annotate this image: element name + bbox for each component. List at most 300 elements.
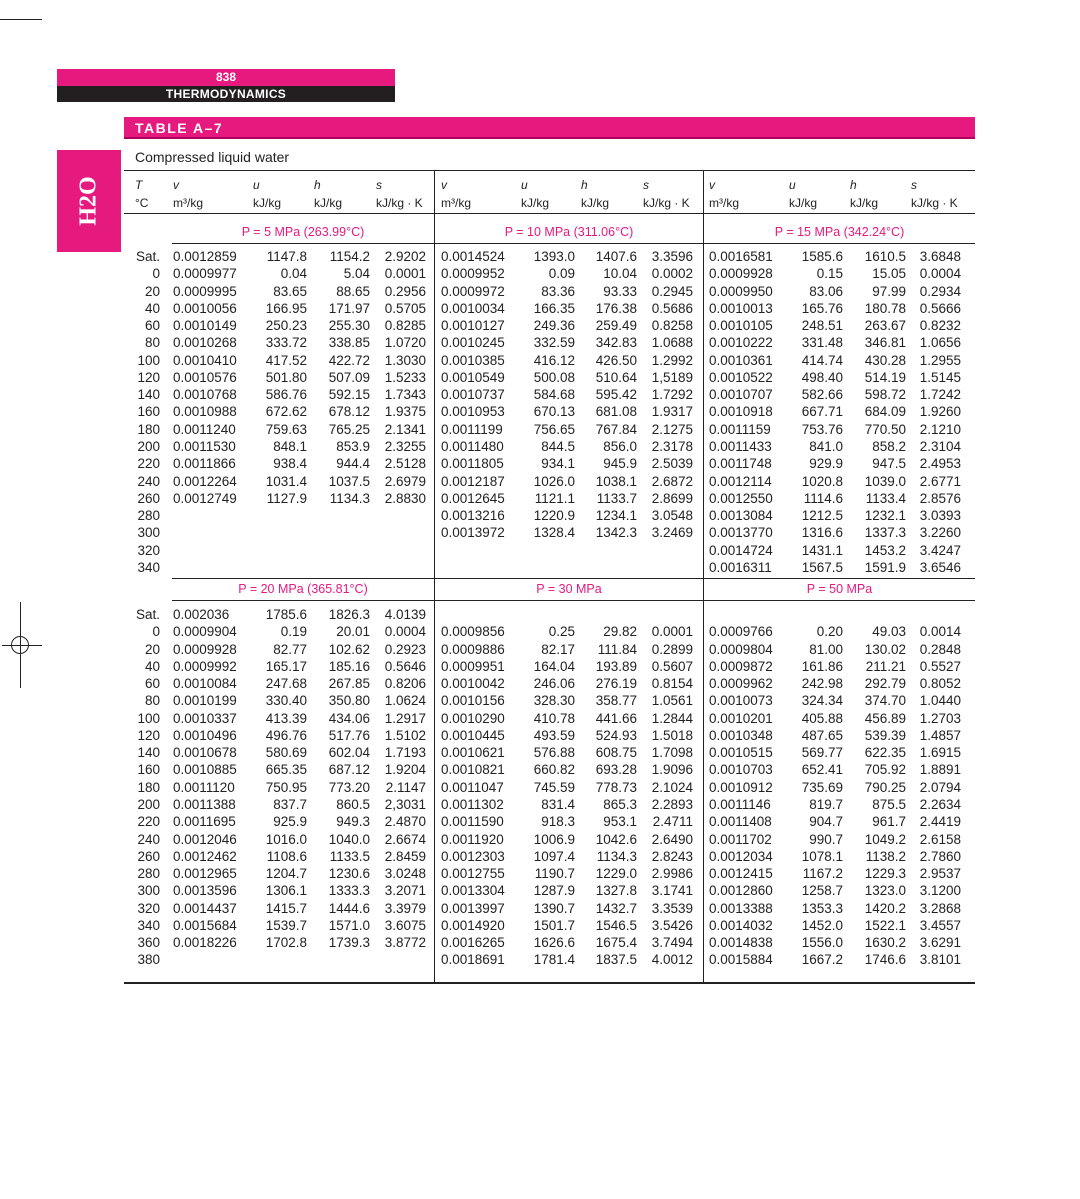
enthalpy-cell: 1037.5 [328, 473, 370, 489]
enthalpy-cell: 705.92 [864, 762, 906, 778]
specific-volume-cell: 0.0011302 [441, 796, 504, 812]
header-h-unit: kJ/kg [581, 196, 610, 210]
internal-energy-cell: 665.35 [265, 762, 307, 778]
entropy-cell: 2.9986 [651, 866, 693, 882]
enthalpy-cell: 790.25 [864, 779, 906, 795]
internal-energy-cell: 166.35 [533, 300, 575, 316]
table-label: TABLE A–7 [135, 120, 224, 136]
internal-energy-cell: 925.9 [273, 814, 307, 830]
temperature-cell: 0 [152, 624, 160, 640]
entropy-cell: 3.3979 [384, 900, 426, 916]
header-v-symbol: v [709, 178, 715, 192]
enthalpy-cell: 944.4 [336, 456, 370, 472]
enthalpy-cell: 1571.0 [328, 917, 370, 933]
entropy-cell: 3.6546 [919, 559, 961, 575]
header-h-unit: kJ/kg [850, 196, 879, 210]
specific-volume-cell: 0.0014524 [441, 249, 505, 264]
table-bottom-rule [124, 982, 975, 984]
specific-volume-cell: 0.0010522 [709, 369, 773, 385]
enthalpy-cell: 853.9 [336, 438, 370, 454]
specific-volume-cell: 0.0011866 [173, 456, 236, 472]
internal-energy-cell: 1258.7 [801, 883, 843, 899]
internal-energy-cell: 249.36 [533, 318, 575, 334]
entropy-cell: 2.9537 [919, 866, 961, 882]
entropy-cell: 1.7098 [651, 745, 693, 761]
temperature-cell: 200 [137, 438, 160, 454]
specific-volume-cell: 0.0010496 [173, 727, 237, 743]
entropy-cell: 0.8154 [651, 676, 693, 692]
entropy-cell: 1.9096 [651, 762, 693, 778]
entropy-cell: 2.6158 [919, 831, 961, 847]
internal-energy-cell: 831.4 [541, 796, 575, 812]
enthalpy-cell: 180.78 [864, 300, 906, 316]
enthalpy-cell: 1229.3 [864, 866, 906, 882]
internal-energy-cell: 1121.1 [534, 490, 575, 506]
internal-energy-cell: 1127.9 [266, 490, 307, 506]
entropy-cell: 4.0139 [384, 607, 426, 622]
enthalpy-cell: 276.19 [595, 676, 637, 692]
specific-volume-cell: 0.0010549 [441, 369, 505, 385]
internal-energy-cell: 250.23 [265, 318, 307, 334]
enthalpy-cell: 1229.0 [595, 866, 637, 882]
entropy-cell: 3.3596 [651, 249, 693, 264]
internal-energy-cell: 83.36 [541, 283, 575, 299]
enthalpy-cell: 678.12 [328, 404, 370, 420]
internal-energy-cell: 410.78 [533, 710, 575, 726]
entropy-cell: 2.8243 [651, 848, 693, 864]
specific-volume-cell: 0.0010290 [441, 710, 505, 726]
internal-energy-cell: 333.72 [265, 335, 307, 351]
specific-volume-cell: 0.0010576 [173, 369, 237, 385]
specific-volume-cell: 0.0012187 [441, 473, 505, 489]
internal-energy-cell: 1626.6 [533, 935, 575, 951]
header-h-symbol: h [314, 178, 321, 192]
internal-energy-cell: 819.7 [809, 796, 843, 812]
specific-volume-cell: 0.0011695 [173, 814, 236, 830]
enthalpy-cell: 856.0 [603, 438, 637, 454]
specific-volume-cell: 0.0009904 [173, 624, 237, 640]
internal-energy-cell: 417.52 [265, 352, 307, 368]
internal-energy-cell: 582.66 [801, 387, 843, 403]
entropy-cell: 0.0001 [651, 624, 693, 640]
internal-energy-cell: 735.69 [801, 779, 843, 795]
specific-volume-cell: 0.0012264 [173, 473, 237, 489]
entropy-cell: 0.2848 [919, 641, 961, 657]
specific-volume-cell: 0.0010918 [709, 404, 773, 420]
specific-volume-cell: 0.0009856 [441, 624, 505, 640]
enthalpy-cell: 1420.2 [864, 900, 906, 916]
internal-energy-cell: 1108.6 [266, 848, 307, 864]
enthalpy-cell: 595.42 [595, 387, 637, 403]
internal-energy-cell: 0.09 [548, 266, 575, 282]
internal-energy-cell: 569.77 [801, 745, 843, 761]
internal-energy-cell: 576.88 [533, 745, 575, 761]
specific-volume-cell: 0.0011047 [441, 779, 504, 795]
specific-volume-cell: 0.0011159 [709, 421, 771, 437]
specific-volume-cell: 0.0010515 [709, 745, 773, 761]
entropy-cell: 0.5646 [384, 658, 426, 674]
internal-energy-cell: 165.17 [265, 658, 307, 674]
specific-volume-cell: 0.0012645 [441, 490, 505, 506]
header-s-unit: kJ/kg · K [376, 196, 423, 210]
enthalpy-cell: 514.19 [864, 369, 906, 385]
specific-volume-cell: 0.0012749 [173, 490, 237, 506]
header-h-symbol: h [850, 178, 857, 192]
entropy-cell: 0.0002 [651, 266, 693, 282]
entropy-cell: 0.0014 [919, 624, 961, 640]
specific-volume-cell: 0.0010127 [441, 318, 505, 334]
entropy-cell: 0.0001 [384, 266, 426, 282]
specific-volume-cell: 0.0015884 [709, 952, 773, 968]
internal-energy-cell: 1353.3 [801, 900, 843, 916]
entropy-cell: 2,3031 [384, 796, 426, 812]
entropy-cell: 3.8772 [384, 935, 426, 951]
specific-volume-cell: 0.0010056 [173, 300, 237, 316]
temperature-cell: 120 [137, 727, 160, 743]
entropy-cell: 2.8699 [651, 490, 693, 506]
specific-volume-cell: 0.0010034 [441, 300, 505, 316]
entropy-cell: 3.4557 [919, 917, 961, 933]
specific-volume-cell: 0.0010445 [441, 727, 505, 743]
enthalpy-cell: 592.15 [328, 387, 370, 403]
enthalpy-cell: 1342.3 [595, 525, 637, 541]
temperature-cell: 180 [137, 421, 160, 437]
entropy-cell: 3.0393 [919, 508, 961, 524]
internal-energy-cell: 1167.2 [802, 866, 843, 882]
specific-volume-cell: 0.0010084 [173, 676, 237, 692]
enthalpy-cell: 1038.1 [595, 473, 637, 489]
enthalpy-cell: 93.33 [603, 283, 637, 299]
internal-energy-cell: 161.86 [801, 658, 843, 674]
specific-volume-cell: 0.0010988 [173, 404, 237, 420]
entropy-cell: 1.2703 [919, 710, 961, 726]
entropy-cell: 1.9260 [919, 404, 961, 420]
specific-volume-cell: 0.0010821 [441, 762, 505, 778]
header-t-symbol: T [135, 178, 143, 192]
internal-energy-cell: 1020.8 [801, 473, 843, 489]
entropy-cell: 2.4419 [919, 814, 961, 830]
enthalpy-cell: 1826.3 [328, 607, 370, 622]
specific-volume-cell: 0.0014724 [709, 542, 773, 558]
enthalpy-cell: 945.9 [603, 456, 637, 472]
specific-volume-cell: 0.0010105 [709, 318, 773, 334]
enthalpy-cell: 259.49 [595, 318, 637, 334]
temperature-cell: 320 [137, 542, 160, 558]
entropy-cell: 2.1210 [919, 421, 961, 437]
registration-mark [11, 636, 29, 654]
panel-divider [434, 170, 435, 982]
internal-energy-cell: 918.3 [541, 814, 575, 830]
header-s-symbol: s [911, 178, 917, 192]
temperature-cell: 360 [137, 935, 160, 951]
enthalpy-cell: 778.73 [595, 779, 637, 795]
entropy-cell: 0.8258 [651, 318, 693, 334]
header-u-unit: kJ/kg [521, 196, 550, 210]
internal-energy-cell: 1190.7 [534, 866, 575, 882]
enthalpy-cell: 1591.9 [864, 559, 906, 575]
specific-volume-cell: 0.0009962 [709, 676, 773, 692]
entropy-cell: 1.5102 [384, 727, 426, 743]
entropy-cell: 1.2917 [384, 710, 426, 726]
specific-volume-cell: 0.0011480 [441, 438, 504, 454]
temperature-cell: 280 [137, 508, 160, 524]
internal-energy-cell: 1016.0 [265, 831, 307, 847]
temperature-cell: 340 [137, 917, 160, 933]
specific-volume-cell: 0.0011120 [173, 779, 235, 795]
internal-energy-cell: 82.77 [273, 641, 307, 657]
specific-volume-cell: 0.0011433 [709, 438, 772, 454]
entropy-cell: 3.2071 [384, 883, 426, 899]
internal-energy-cell: 1556.0 [801, 935, 843, 951]
entropy-cell: 2.4953 [919, 456, 961, 472]
entropy-cell: 2.3178 [651, 438, 693, 454]
enthalpy-cell: 858.2 [872, 438, 906, 454]
specific-volume-cell: 0.0010245 [441, 335, 505, 351]
internal-energy-cell: 1585.6 [801, 249, 843, 264]
internal-energy-cell: 248.51 [801, 318, 843, 334]
specific-volume-cell: 0.0012415 [709, 866, 773, 882]
internal-energy-cell: 586.76 [265, 387, 307, 403]
entropy-cell: 1.7242 [919, 387, 961, 403]
enthalpy-cell: 953.1 [603, 814, 637, 830]
enthalpy-cell: 422.72 [328, 352, 370, 368]
entropy-cell: 2.3104 [919, 438, 961, 454]
specific-volume-cell: 0.0009928 [709, 266, 773, 282]
internal-energy-cell: 414.74 [801, 352, 843, 368]
entropy-cell: 3.0548 [651, 508, 693, 524]
enthalpy-cell: 1232.1 [864, 508, 906, 524]
entropy-cell: 3.1200 [919, 883, 961, 899]
specific-volume-cell: 0.0012303 [441, 848, 505, 864]
enthalpy-cell: 111.84 [597, 641, 637, 657]
entropy-cell: 3.4247 [919, 542, 961, 558]
entropy-cell: 0.2956 [384, 283, 426, 299]
internal-energy-cell: 1006.9 [533, 831, 575, 847]
header-v-symbol: v [173, 178, 179, 192]
internal-energy-cell: 1390.7 [533, 900, 575, 916]
entropy-cell: 1.2992 [651, 352, 693, 368]
enthalpy-cell: 1739.3 [328, 935, 370, 951]
temperature-cell: 260 [137, 490, 160, 506]
temperature-cell: 0 [152, 266, 160, 282]
internal-energy-cell: 1785.6 [265, 607, 307, 622]
internal-energy-cell: 1147.8 [266, 249, 307, 264]
header-v-unit: m³/kg [173, 196, 203, 210]
internal-energy-cell: 416.12 [533, 352, 575, 368]
enthalpy-cell: 1042.6 [595, 831, 637, 847]
entropy-cell: 1.0440 [919, 693, 961, 709]
internal-energy-cell: 660.82 [533, 762, 575, 778]
temperature-cell: 100 [137, 710, 160, 726]
specific-volume-cell: 0.0010703 [709, 762, 773, 778]
specific-volume-cell: 0.0011388 [173, 796, 236, 812]
enthalpy-cell: 255.30 [328, 318, 370, 334]
specific-volume-cell: 0.0012550 [709, 490, 773, 506]
enthalpy-cell: 860.5 [336, 796, 370, 812]
pressure-label: P = 10 MPa (311.06°C) [504, 225, 634, 239]
internal-energy-cell: 929.9 [809, 456, 843, 472]
entropy-cell: 2.6979 [384, 473, 426, 489]
entropy-cell: 3.2868 [919, 900, 961, 916]
specific-volume-cell: 0.0011146 [709, 796, 771, 812]
specific-volume-cell: 0.0015684 [173, 917, 237, 933]
internal-energy-cell: 0.25 [548, 624, 575, 640]
entropy-cell: 1.9375 [384, 404, 426, 420]
entropy-cell: 0.8285 [384, 318, 426, 334]
entropy-cell: 2.8830 [384, 490, 426, 506]
enthalpy-cell: 681.08 [595, 404, 637, 420]
internal-energy-cell: 1026.0 [533, 473, 575, 489]
pressure-band-rule [172, 600, 975, 601]
specific-volume-cell: 0.0016265 [441, 935, 505, 951]
specific-volume-cell: 0.0009951 [441, 658, 505, 674]
specific-volume-cell: 0.0010737 [441, 387, 505, 403]
pressure-band-rule [172, 578, 975, 579]
entropy-cell: 3.6848 [919, 249, 961, 264]
specific-volume-cell: 0.0009950 [709, 283, 773, 299]
specific-volume-cell: 0.0009886 [441, 641, 505, 657]
specific-volume-cell: 0.0013997 [441, 900, 505, 916]
entropy-cell: 1.5145 [919, 369, 961, 385]
specific-volume-cell: 0.0009972 [441, 283, 505, 299]
enthalpy-cell: 456.89 [864, 710, 906, 726]
specific-volume-cell: 0.0009928 [173, 641, 237, 657]
enthalpy-cell: 770.50 [864, 421, 906, 437]
entropy-cell: 3.3539 [651, 900, 693, 916]
header-s-unit: kJ/kg · K [911, 196, 958, 210]
entropy-cell: 2.0794 [919, 779, 961, 795]
specific-volume-cell: 0.0009872 [709, 658, 773, 674]
entropy-cell: 1.3030 [384, 352, 426, 368]
enthalpy-cell: 961.7 [872, 814, 906, 830]
temperature-cell: Sat. [135, 249, 160, 264]
pressure-label: P = 30 MPa [536, 582, 602, 596]
enthalpy-cell: 1230.6 [328, 866, 370, 882]
entropy-cell: 3.1741 [651, 883, 693, 899]
specific-volume-cell: 0.0010337 [173, 710, 237, 726]
internal-energy-cell: 580.69 [265, 745, 307, 761]
temperature-cell: 300 [137, 883, 160, 899]
column-header-rule [124, 213, 975, 214]
specific-volume-cell: 0.0011805 [441, 456, 504, 472]
internal-energy-cell: 0.19 [280, 624, 307, 640]
internal-energy-cell: 1393.0 [533, 249, 575, 264]
specific-volume-cell: 0.0014920 [441, 917, 505, 933]
internal-energy-cell: 1501.7 [533, 917, 575, 933]
specific-volume-cell: 0.0011702 [709, 831, 772, 847]
header-u-symbol: u [253, 178, 260, 192]
internal-energy-cell: 331.48 [801, 335, 843, 351]
entropy-cell: 2.6872 [651, 473, 693, 489]
entropy-cell: 0.5666 [919, 300, 961, 316]
enthalpy-cell: 350.80 [328, 693, 370, 709]
internal-energy-cell: 1567.5 [801, 559, 843, 575]
enthalpy-cell: 1138.2 [865, 848, 906, 864]
entropy-cell: 1.9317 [651, 404, 693, 420]
internal-energy-cell: 0.15 [816, 266, 843, 282]
entropy-cell: 0.5686 [651, 300, 693, 316]
enthalpy-cell: 176.38 [595, 300, 637, 316]
header-h-symbol: h [581, 178, 588, 192]
enthalpy-cell: 1327.8 [595, 883, 637, 899]
entropy-cell: 2.1275 [651, 421, 693, 437]
entropy-cell: 2.1147 [385, 779, 426, 795]
entropy-cell: 2.6674 [384, 831, 426, 847]
internal-energy-cell: 1306.1 [265, 883, 307, 899]
specific-volume-cell: 0.0016311 [709, 559, 772, 575]
internal-energy-cell: 938.4 [273, 456, 307, 472]
enthalpy-cell: 767.84 [595, 421, 637, 437]
table-subtitle: Compressed liquid water [135, 149, 290, 165]
specific-volume-cell: 0.0016581 [709, 249, 773, 264]
internal-energy-cell: 0.04 [280, 266, 307, 282]
header-s-symbol: s [376, 178, 382, 192]
enthalpy-cell: 430.28 [864, 352, 906, 368]
specific-volume-cell: 0.0010361 [709, 352, 773, 368]
entropy-cell: 1.5233 [384, 369, 426, 385]
specific-volume-cell: 0.0018226 [173, 935, 237, 951]
specific-volume-cell: 0.0010885 [173, 762, 237, 778]
entropy-cell: 1.0624 [384, 693, 426, 709]
specific-volume-cell: 0.0009992 [173, 658, 237, 674]
entropy-cell: 0.8206 [384, 676, 426, 692]
entropy-cell: 3.7494 [651, 935, 693, 951]
enthalpy-cell: 1154.2 [329, 249, 370, 264]
temperature-cell: 40 [144, 300, 160, 316]
specific-volume-cell: 0.0013084 [709, 508, 773, 524]
temperature-cell: 380 [137, 952, 160, 968]
specific-volume-cell: 0.0010621 [441, 745, 505, 761]
enthalpy-cell: 193.89 [595, 658, 637, 674]
temperature-cell: 300 [137, 525, 160, 541]
enthalpy-cell: 88.65 [336, 283, 370, 299]
internal-energy-cell: 413.39 [265, 710, 307, 726]
entropy-cell: 0.2934 [919, 283, 961, 299]
internal-energy-cell: 1667.2 [801, 952, 843, 968]
entropy-cell: 2.2893 [651, 796, 693, 812]
internal-energy-cell: 332.59 [533, 335, 575, 351]
temperature-cell: 320 [137, 900, 160, 916]
enthalpy-cell: 1610.5 [864, 249, 906, 264]
specific-volume-cell: 0.0010768 [173, 387, 237, 403]
internal-energy-cell: 501.80 [265, 369, 307, 385]
internal-energy-cell: 1539.7 [265, 917, 307, 933]
entropy-cell: 0.8232 [919, 318, 961, 334]
enthalpy-cell: 1133.7 [596, 490, 637, 506]
enthalpy-cell: 687.12 [328, 762, 370, 778]
enthalpy-cell: 374.70 [864, 693, 906, 709]
enthalpy-cell: 15.05 [872, 266, 906, 282]
internal-energy-cell: 0.20 [816, 624, 843, 640]
internal-energy-cell: 487.65 [801, 727, 843, 743]
temperature-cell: 220 [137, 814, 160, 830]
entropy-cell: 2.5128 [384, 456, 426, 472]
entropy-cell: 1.4857 [919, 727, 961, 743]
specific-volume-cell: 0.0010268 [173, 335, 237, 351]
internal-energy-cell: 841.0 [809, 438, 843, 454]
temperature-cell: 100 [137, 352, 160, 368]
specific-volume-cell: 0.0010222 [709, 335, 773, 351]
specific-volume-cell: 0.0009766 [709, 624, 773, 640]
internal-energy-cell: 1702.8 [265, 935, 307, 951]
crop-mark [0, 19, 42, 20]
temperature-cell: 240 [137, 473, 160, 489]
table-top-rule [124, 170, 975, 171]
internal-energy-cell: 83.06 [809, 283, 843, 299]
enthalpy-cell: 292.79 [864, 676, 906, 692]
temperature-cell: 280 [137, 866, 160, 882]
enthalpy-cell: 130.02 [864, 641, 906, 657]
